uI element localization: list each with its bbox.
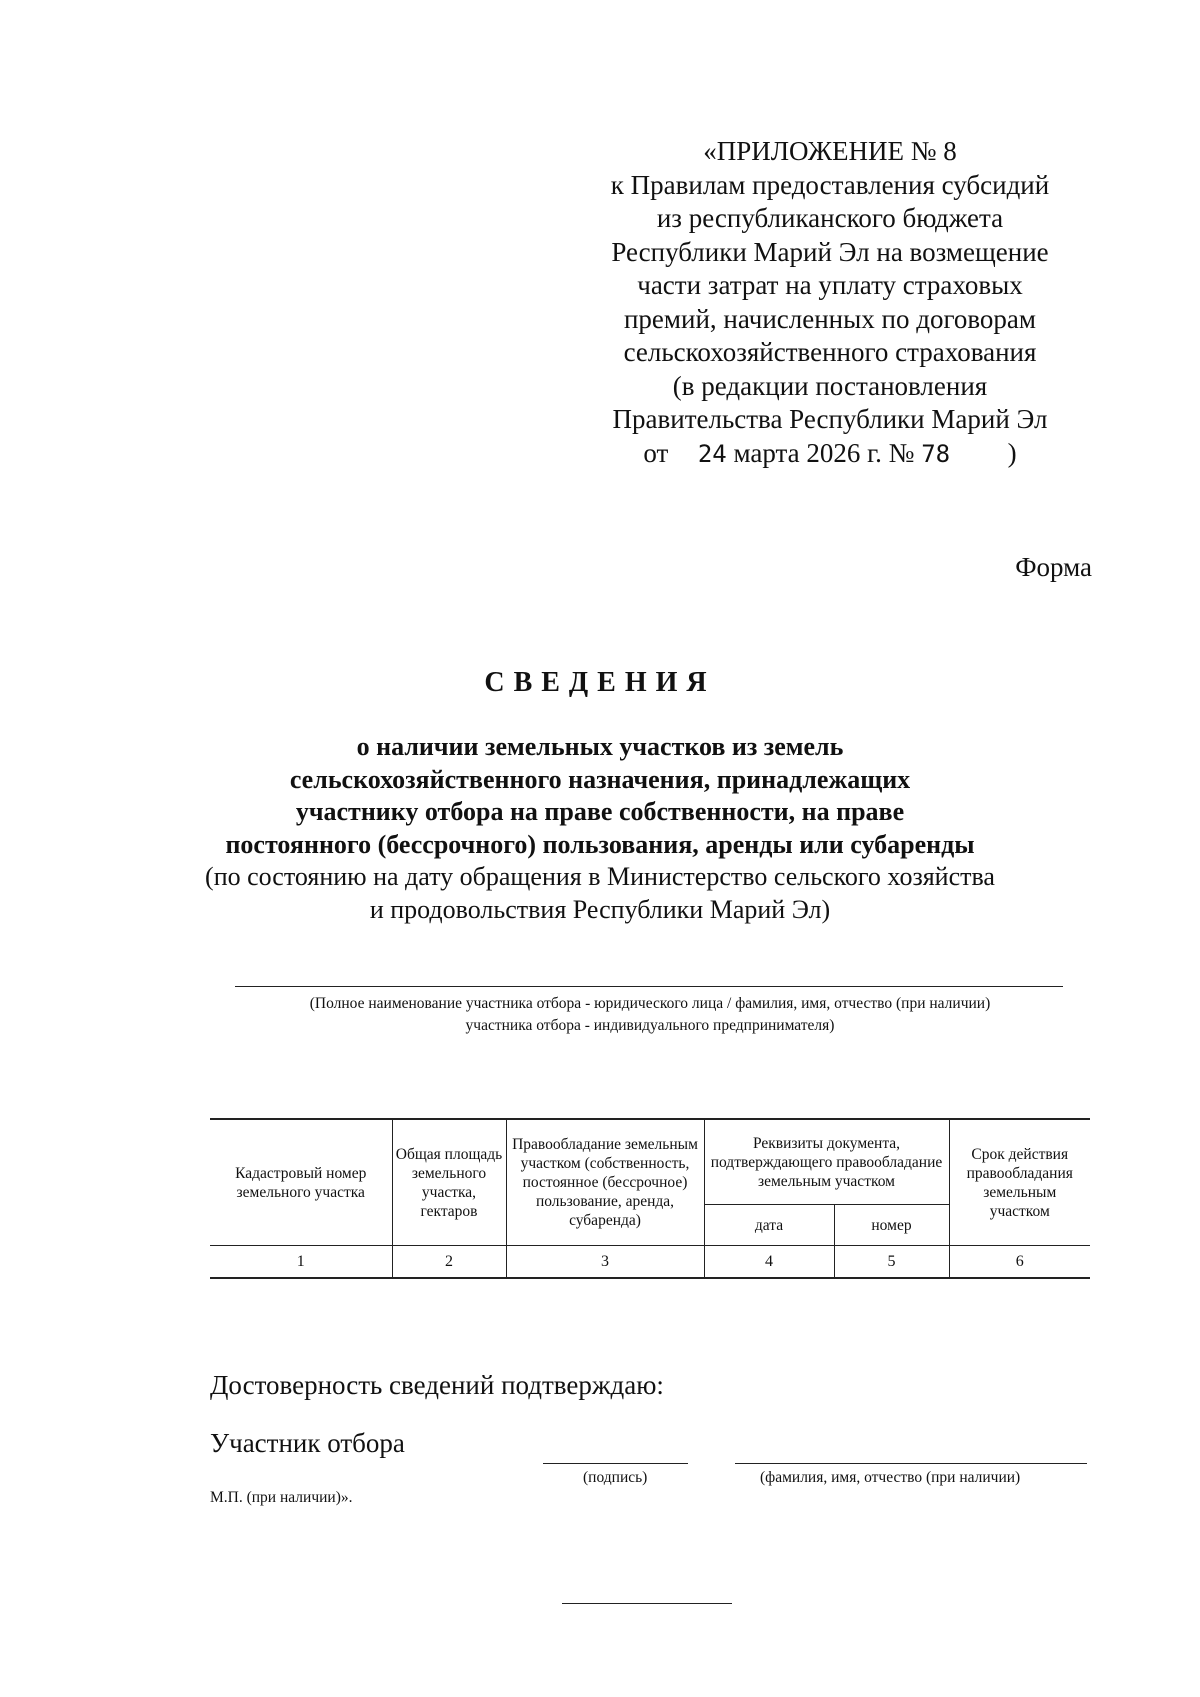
participant-name-line [235, 986, 1063, 987]
appendix-line: премий, начисленных по договорам [623, 303, 1036, 334]
column-number: 5 [834, 1246, 949, 1279]
end-separator-line [562, 1603, 732, 1604]
appendix-line: к Правилам предоставления субсидий [610, 169, 1050, 200]
date-suffix: ) [1007, 437, 1017, 468]
column-number: 4 [704, 1246, 834, 1279]
subtitle-line: участнику отбора на праве собственности, на праве [295, 797, 905, 826]
subtitle-line: постоянного (бессрочного) пользования, аренды или субаренды [225, 829, 975, 859]
col-header-cadastral-number: Кадастровый номер земельного участка [210, 1119, 392, 1246]
column-number: 6 [949, 1246, 1090, 1279]
document-subtitle [100, 731, 1100, 926]
appendix-line: «ПРИЛОЖЕНИЕ № 8 [703, 136, 957, 166]
resolution-number: 78 [921, 439, 951, 468]
subtitle-note-line: (по состоянию на дату обращения в Министерство сельского хозяйства [205, 862, 995, 891]
full-name-line [735, 1463, 1087, 1464]
appendix-line: из республиканского бюджета [656, 203, 1004, 233]
confirmation-statement: Достоверность сведений подтверждаю: [210, 1370, 664, 1400]
date-prefix: от [643, 437, 669, 468]
appendix-line: сельскохозяйственного страхования [623, 337, 1037, 367]
date-day: 24 [697, 439, 727, 468]
appendix-line: Правительства Республики Марий Эл [612, 404, 1048, 434]
document-title: СВЕДЕНИЯ [484, 667, 716, 698]
subtitle-line: сельскохозяйственного назначения, принадлежащих [289, 764, 911, 794]
column-number: 2 [392, 1246, 506, 1279]
participant-name-caption [150, 993, 1150, 1037]
land-plots-table [210, 1118, 1090, 1279]
resolution-date-line [560, 437, 1100, 472]
form-label: Форма [1015, 552, 1092, 582]
caption-line: (Полное наименование участника отбора - юридического лица / фамилия, имя, отчество (при наличии) [309, 995, 991, 1012]
col-header-date: дата [704, 1205, 834, 1246]
col-header-area: Общая площадь земельного участка, гектаров [392, 1119, 506, 1246]
subtitle-line: о наличии земельных участков из земель [356, 732, 844, 761]
column-number: 1 [210, 1246, 392, 1279]
date-middle: марта 2026 г. № [733, 437, 915, 468]
seal-note: М.П. (при наличии)». [210, 1489, 353, 1506]
table-row [210, 1246, 1090, 1279]
col-header-document-details: Реквизиты документа, подтверждающего правообладание земельным участком [704, 1119, 949, 1205]
column-number: 3 [506, 1246, 704, 1279]
full-name-caption: (фамилия, имя, отчество (при наличии) [760, 1469, 1021, 1486]
appendix-line: (в редакции постановления [672, 370, 988, 401]
appendix-line: Республики Марий Эл на возмещение [611, 236, 1049, 267]
participant-label: Участник отбора [210, 1428, 405, 1458]
subtitle-note-line: и продовольствия Республики Марий Эл) [369, 894, 831, 924]
col-header-ownership-type: Правообладание земельным участком (собственность, постоянное (бессрочное) пользование, аренда, субаренда) [506, 1119, 704, 1246]
appendix-header [560, 135, 1100, 471]
col-header-number: номер [834, 1205, 949, 1246]
appendix-line: части затрат на уплату страховых [637, 270, 1023, 300]
col-header-ownership-term: Срок действия правообладания земельным участком [949, 1119, 1090, 1246]
signature-caption: (подпись) [583, 1469, 648, 1486]
signature-line [543, 1463, 688, 1464]
caption-line: участника отбора - индивидуального предпринимателя) [465, 1017, 835, 1034]
